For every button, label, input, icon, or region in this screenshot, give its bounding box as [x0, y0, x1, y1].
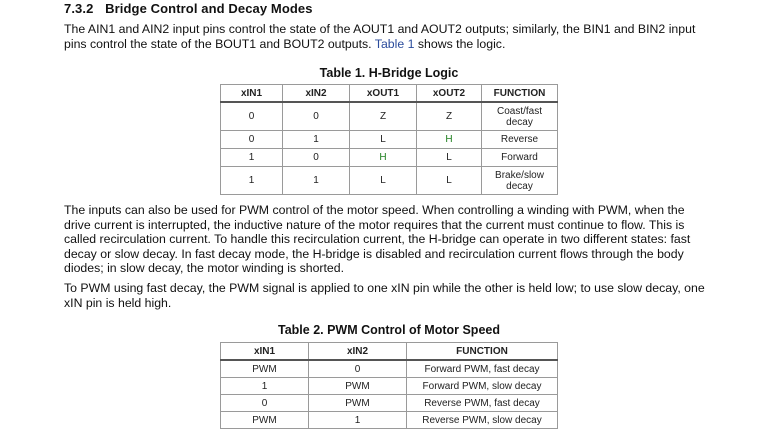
table-row — [221, 131, 558, 149]
table-cell: Reverse PWM, slow decay — [407, 412, 558, 429]
table-cell: 1 — [221, 149, 283, 167]
table-cell: Forward PWM, slow decay — [407, 378, 558, 395]
section-number: 7.3.2 — [64, 1, 94, 16]
table-cell: Reverse — [482, 131, 558, 149]
table-cell: 0 — [283, 149, 350, 167]
column-header: xIN1 — [221, 343, 309, 361]
table-cell: Forward PWM, fast decay — [407, 360, 558, 378]
table-cell: L — [417, 167, 482, 195]
h-bridge-logic-table — [220, 84, 558, 195]
paragraph-intro — [64, 22, 714, 51]
column-header: FUNCTION — [482, 85, 558, 103]
table-cell: Forward — [482, 149, 558, 167]
table-cell: 1 — [283, 131, 350, 149]
column-header: FUNCTION — [407, 343, 558, 361]
table-row — [221, 412, 558, 429]
table-row — [221, 395, 558, 412]
table1-caption: Table 1. H-Bridge Logic — [319, 66, 459, 80]
table-cell: 0 — [309, 360, 407, 378]
table-cell: Z — [350, 102, 417, 131]
table2-caption: Table 2. PWM Control of Motor Speed — [278, 323, 500, 337]
table-cell: L — [350, 131, 417, 149]
table-cell: Z — [417, 102, 482, 131]
table-cell: 1 — [283, 167, 350, 195]
table-cell: 0 — [221, 395, 309, 412]
table-cell: PWM — [309, 378, 407, 395]
paragraph-pwm-decay: To PWM using fast decay, the PWM signal is applied to one xIN pin while the other is held low; to use slow decay, one xIN pin is held high. — [64, 281, 705, 310]
column-header: xOUT1 — [350, 85, 417, 103]
section-title: Bridge Control and Decay Modes — [105, 1, 313, 16]
table-cell: H — [350, 149, 417, 167]
column-header: xIN2 — [309, 343, 407, 361]
table-cell: H — [417, 131, 482, 149]
table-cell: 0 — [221, 131, 283, 149]
paragraph-intro-text: The AIN1 and AIN2 input pins control the state of the AOUT1 and AOUT2 outputs; similarly, the BIN1 and BIN2 input pins control the state of the BOUT1 and BOUT2 outputs. — [64, 22, 696, 51]
table-cell: Brake/slow decay — [482, 167, 558, 195]
table-cell: 1 — [309, 412, 407, 429]
table-header-row — [221, 343, 558, 361]
pwm-control-table — [220, 342, 558, 429]
paragraph-pwm-description: The inputs can also be used for PWM control of the motor speed. When controlling a winding with PWM, when the drive current is interrupted, the inductive nature of the motor requires that the current must continue to flow. This is called recirculation current. To handle this recirculation current, the H-bridge can operate in two different states: fast decay or slow decay. In fast decay mode, the H-bridge is disabled and recirculation current flows through the body diodes; in slow decay, the motor winding is shorted. — [64, 203, 691, 275]
column-header: xIN1 — [221, 85, 283, 103]
column-header: xOUT2 — [417, 85, 482, 103]
table-row — [221, 360, 558, 378]
table-row — [221, 378, 558, 395]
table1-link[interactable]: Table 1 — [374, 36, 415, 51]
table-cell: PWM — [309, 395, 407, 412]
table-cell: L — [350, 167, 417, 195]
table-cell: 0 — [221, 102, 283, 131]
table-cell: 1 — [221, 378, 309, 395]
table-cell: 1 — [221, 167, 283, 195]
table-row — [221, 102, 558, 131]
table-header-row — [221, 85, 558, 103]
table-cell: Coast/fast decay — [482, 102, 558, 131]
table-row — [221, 149, 558, 167]
table-cell: 0 — [283, 102, 350, 131]
column-header: xIN2 — [283, 85, 350, 103]
paragraph-intro-tail: shows the logic. — [417, 36, 506, 51]
table-cell: L — [417, 149, 482, 167]
section-heading — [64, 1, 313, 16]
table-row — [221, 167, 558, 195]
table-cell: PWM — [221, 412, 309, 429]
table-cell: PWM — [221, 360, 309, 378]
table-cell: Reverse PWM, fast decay — [407, 395, 558, 412]
